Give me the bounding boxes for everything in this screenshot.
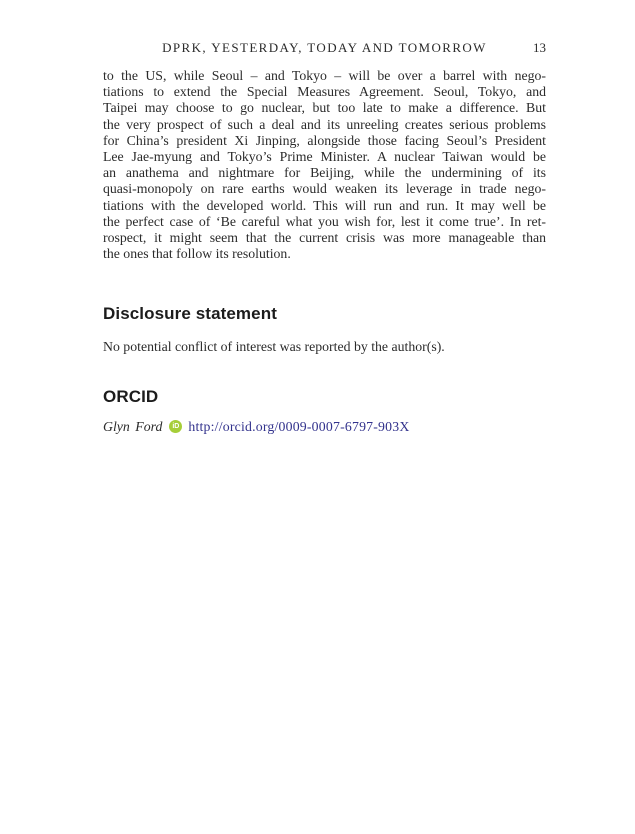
orcid-id-icon-label: iD <box>172 423 180 431</box>
paragraph-line: the perfect case of ‘Be careful what you wish for, lest it come true’. In ret- <box>103 213 546 229</box>
body-paragraph <box>103 68 546 262</box>
paragraph-line: the very prospect of such a deal and its unreeling creates serious problems <box>103 116 546 132</box>
paragraph-line: for China’s president Xi Jinping, alongside those facing Seoul’s President <box>103 132 546 148</box>
paragraph-line: tiations with the developed world. This will run and run. It may well be <box>103 197 546 213</box>
paragraph-line: Lee Jae-myung and Tokyo’s Prime Minister. A nuclear Taiwan would be <box>103 149 546 165</box>
orcid-id-icon[interactable] <box>169 420 182 433</box>
orcid-heading: ORCID <box>103 386 159 406</box>
running-header <box>103 40 546 55</box>
paragraph-line: to the US, while Seoul – and Tokyo – will be over a barrel with nego- <box>103 68 546 83</box>
running-header-title: DPRK, YESTERDAY, TODAY AND TOMORROW <box>162 40 487 55</box>
orcid-line <box>103 419 546 435</box>
paragraph-line: quasi-monopoly on rare earths would weaken its leverage in trade nego- <box>103 181 546 197</box>
disclosure-heading: Disclosure statement <box>103 304 277 324</box>
orcid-author-name: Glyn Ford <box>103 418 163 434</box>
page-content <box>103 0 546 435</box>
paragraph-line: tiations to extend the Special Measures Agreement. Seoul, Tokyo, and <box>103 84 546 100</box>
paragraph-line: Taipei may choose to go nuclear, but too late to make a difference. But <box>103 100 546 116</box>
paragraph-line: the ones that follow its resolution. <box>103 246 291 262</box>
orcid-link[interactable]: http://orcid.org/0009-0007-6797-903X <box>188 418 410 434</box>
paragraph-line: an anathema and nightmare for Beijing, while the undermining of its <box>103 165 546 181</box>
paragraph-line: rospect, it might seem that the current crisis was more manageable than <box>103 230 546 246</box>
page-number: 13 <box>533 40 546 55</box>
disclosure-body: No potential conflict of interest was reported by the author(s). <box>103 339 445 355</box>
